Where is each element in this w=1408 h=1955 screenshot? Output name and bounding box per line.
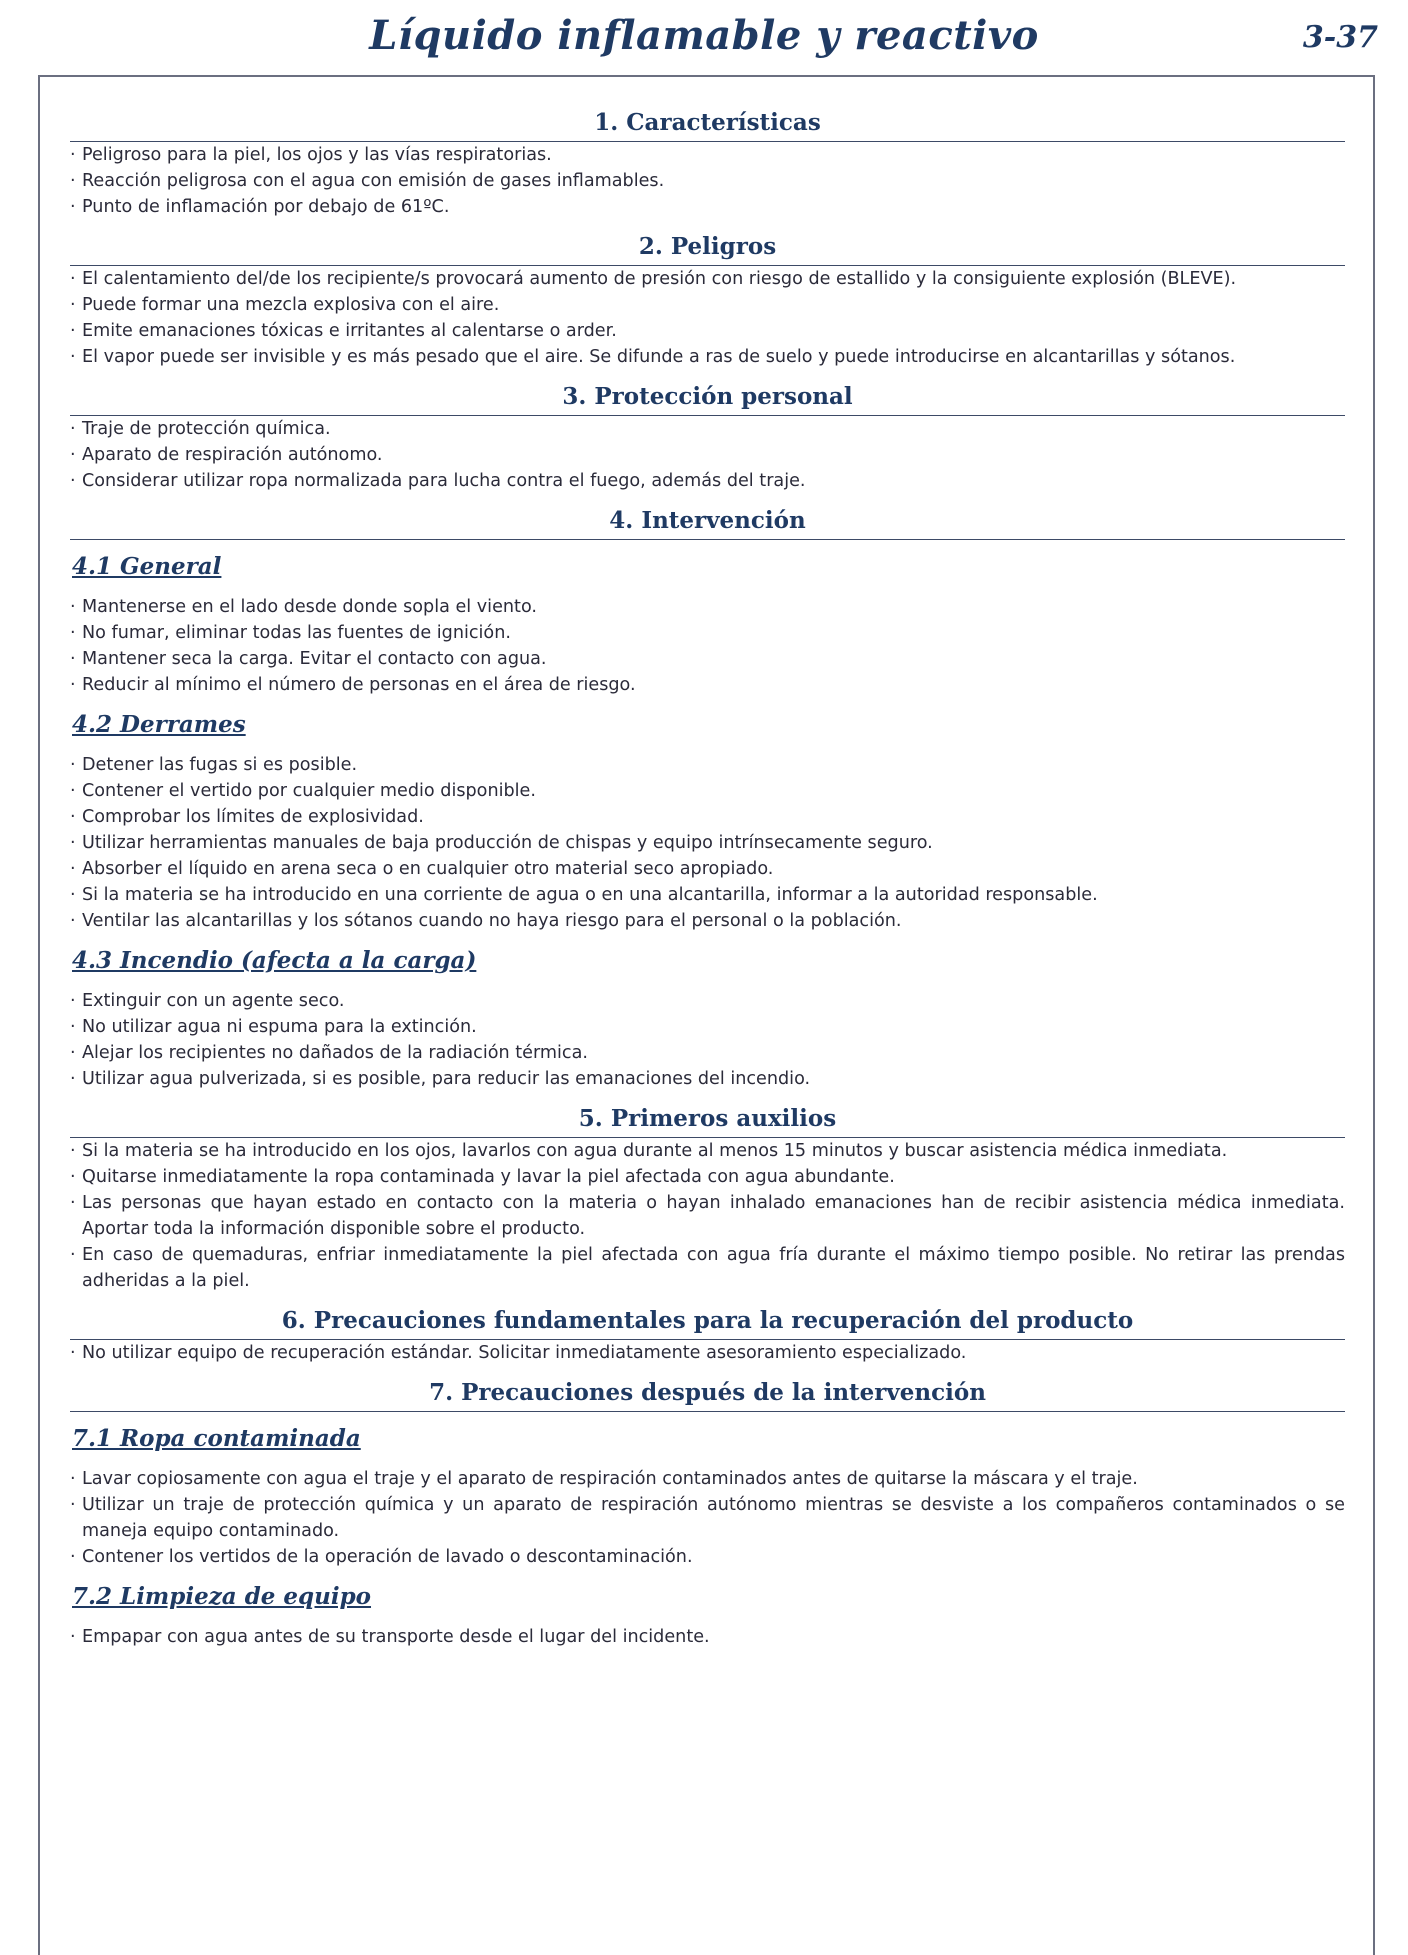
list-item: · Si la materia se ha introducido en una corriente de agua o en una alcantarilla, informar a la autoridad responsable. bbox=[70, 882, 1345, 908]
list-item: · Empapar con agua antes de su transporte desde el lugar del incidente. bbox=[70, 1624, 1345, 1650]
proteccion-personal-list bbox=[70, 416, 1345, 494]
derrames-list bbox=[70, 752, 1345, 934]
primeros-auxilios-list bbox=[70, 1138, 1345, 1294]
section-title-caracteristicas: 1. Características bbox=[70, 108, 1345, 142]
page-header bbox=[0, 0, 1408, 72]
list-item: · Absorber el líquido en arena seca o en cualquier otro material seco apropiado. bbox=[70, 856, 1345, 882]
list-item: · Las personas que hayan estado en contacto con la materia o hayan inhalado emanaciones han de recibir asistencia médica inmediata. Aportar toda la información disponible sobre el producto. bbox=[70, 1190, 1345, 1242]
list-item: · Utilizar agua pulverizada, si es posible, para reducir las emanaciones del incendio. bbox=[70, 1066, 1345, 1092]
page-number: 3-37 bbox=[1302, 20, 1378, 55]
list-item: · El vapor puede ser invisible y es más pesado que el aire. Se difunde a ras de suelo y puede introducirse en alcantarillas y sótanos. bbox=[70, 344, 1345, 370]
section-title-intervencion: 4. Intervención bbox=[70, 506, 1345, 540]
list-item: · No utilizar equipo de recuperación estándar. Solicitar inmediatamente asesoramiento especializado. bbox=[70, 1340, 1345, 1366]
section-title-precauciones-recuperacion: 6. Precauciones fundamentales para la recuperación del producto bbox=[70, 1306, 1345, 1340]
list-item: · Lavar copiosamente con agua el traje y el aparato de respiración contaminados antes de quitarse la máscara y el traje. bbox=[70, 1466, 1345, 1492]
list-item: · Peligroso para la piel, los ojos y las vías respiratorias. bbox=[70, 142, 1345, 168]
section-title-primeros-auxilios: 5. Primeros auxilios bbox=[70, 1104, 1345, 1138]
list-item: · Extinguir con un agente seco. bbox=[70, 988, 1345, 1014]
section-title-precauciones-despues: 7. Precauciones después de la intervención bbox=[70, 1378, 1345, 1412]
subsection-title-ropa-contaminada: 7.1 Ropa contaminada bbox=[72, 1425, 361, 1452]
list-item: · Aparato de respiración autónomo. bbox=[70, 442, 1345, 468]
list-item: · Contener los vertidos de la operación de lavado o descontaminación. bbox=[70, 1544, 1345, 1570]
section-title-peligros: 2. Peligros bbox=[70, 232, 1345, 266]
list-item: · Punto de inflamación por debajo de 61ºC. bbox=[70, 194, 1345, 220]
list-item: · Mantenerse en el lado desde donde sopla el viento. bbox=[70, 594, 1345, 620]
list-item: · Ventilar las alcantarillas y los sótanos cuando no haya riesgo para el personal o la población. bbox=[70, 908, 1345, 934]
incendio-list bbox=[70, 988, 1345, 1092]
section-title-proteccion-personal: 3. Protección personal bbox=[70, 382, 1345, 416]
list-item: · No utilizar agua ni espuma para la extinción. bbox=[70, 1014, 1345, 1040]
list-item: · Detener las fugas si es posible. bbox=[70, 752, 1345, 778]
limpieza-equipo-list bbox=[70, 1624, 1345, 1650]
list-item: · Utilizar herramientas manuales de baja producción de chispas y equipo intrínsecamente seguro. bbox=[70, 830, 1345, 856]
subsection-title-limpieza-equipo: 7.2 Limpieza de equipo bbox=[72, 1583, 372, 1610]
list-item: · Emite emanaciones tóxicas e irritantes al calentarse o arder. bbox=[70, 318, 1345, 344]
list-item: · Comprobar los límites de explosividad. bbox=[70, 804, 1345, 830]
peligros-list bbox=[70, 266, 1345, 370]
list-item: · Puede formar una mezcla explosiva con el aire. bbox=[70, 292, 1345, 318]
list-item: · Quitarse inmediatamente la ropa contaminada y lavar la piel afectada con agua abundante. bbox=[70, 1164, 1345, 1190]
list-item: · Contener el vertido por cualquier medio disponible. bbox=[70, 778, 1345, 804]
list-item: · El calentamiento del/de los recipiente/s provocará aumento de presión con riesgo de estallido y la consiguiente explosión (BLEVE). bbox=[70, 266, 1345, 292]
list-item: · En caso de quemaduras, enfriar inmediatamente la piel afectada con agua fría durante el máximo tiempo posible. No retirar las prendas adheridas a la piel. bbox=[70, 1242, 1345, 1294]
list-item: · Alejar los recipientes no dañados de la radiación térmica. bbox=[70, 1040, 1345, 1066]
list-item: · Traje de protección química. bbox=[70, 416, 1345, 442]
caracteristicas-list bbox=[70, 142, 1345, 220]
general-list bbox=[70, 594, 1345, 698]
subsection-title-derrames: 4.2 Derrames bbox=[72, 711, 246, 738]
list-item: · Utilizar un traje de protección química y un aparato de respiración autónomo mientras se desviste a los compañeros contaminados o se maneja equipo contaminado. bbox=[70, 1492, 1345, 1544]
list-item: · Reducir al mínimo el número de personas en el área de riesgo. bbox=[70, 672, 1345, 698]
page-title: Líquido inflamable y reactivo bbox=[369, 12, 1039, 59]
ropa-contaminada-list bbox=[70, 1466, 1345, 1570]
list-item: · Mantener seca la carga. Evitar el contacto con agua. bbox=[70, 646, 1345, 672]
list-item: · Reacción peligrosa con el agua con emisión de gases inflamables. bbox=[70, 168, 1345, 194]
list-item: · Considerar utilizar ropa normalizada para lucha contra el fuego, además del traje. bbox=[70, 468, 1345, 494]
list-item: · Si la materia se ha introducido en los ojos, lavarlos con agua durante al menos 15 minutos y buscar asistencia médica inmediata. bbox=[70, 1138, 1345, 1164]
list-item: · No fumar, eliminar todas las fuentes de ignición. bbox=[70, 620, 1345, 646]
subsection-title-general: 4.1 General bbox=[72, 553, 222, 580]
document-body bbox=[70, 108, 1345, 1650]
subsection-title-incendio: 4.3 Incendio (afecta a la carga) bbox=[72, 947, 477, 974]
precauciones-recuperacion-list bbox=[70, 1340, 1345, 1366]
